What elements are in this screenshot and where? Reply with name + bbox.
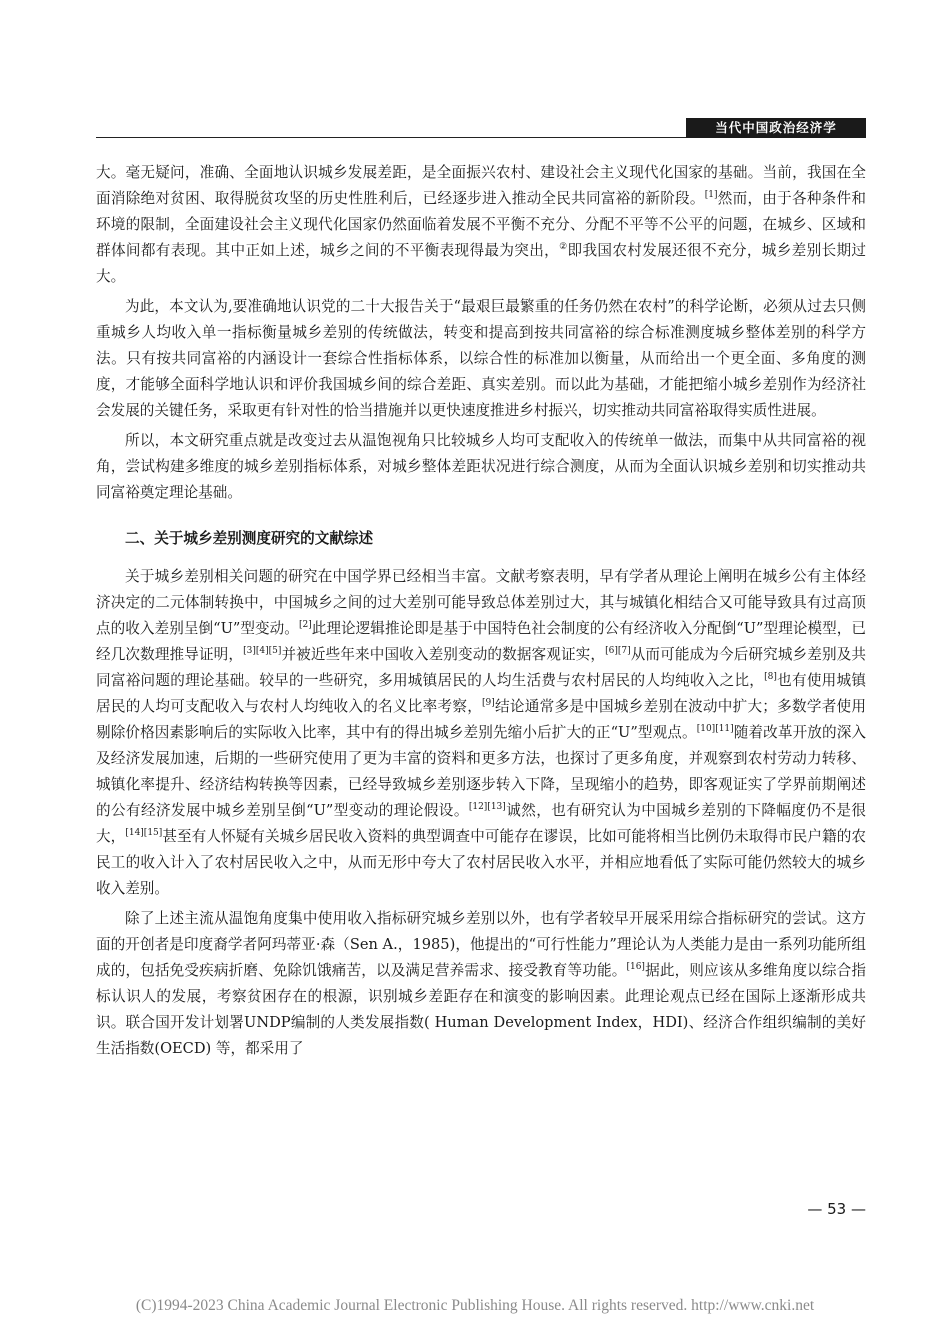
paragraph-text: 为此，本文认为,要准确地认识党的二十大报告关于“最艰巨最繁重的任务仍然在农村”的科学论断，必须从过去只侧重城乡人均收入单一指标衡量城乡差别的传统做法，转变和提高到按共同富裕的综合标准测度城乡整体差别的科学方法。只有按共同富裕的内涵设计一套综合性指标体系，以综合性的标准加以衡量，从而给出一个更全面、多角度的测度，才能够全面科学地认识和评价我国城乡间的综合差距、真实差别。而以此为基础，才能把缩小城乡差别作为经济社会发展的关键任务，采取更有针对性的恰当措施并以更快速度推进乡村振兴，切实推动共同富裕取得实质性进展。 [96,298,866,419]
paragraph-text: 甚至有人怀疑有关城乡居民收入资料的典型调查中可能存在谬误，比如可能将相当比例仍未取得市民户籍的农民工的收入计入了农村居民收入之中，从而无形中夸大了农村居民收入水平，并相应地看低了实际可能仍然较大的城乡收入差别。 [96,828,866,897]
paragraph [96,564,866,902]
citation-marker: [14][15] [125,828,163,839]
paragraph-text: 除了上述主流从温饱角度集中使用收入指标研究城乡差别以外，也有学者较早开展采用综合指标研究的尝试。这方面的开创者是印度裔学者阿玛蒂亚·森（Sen A.，1985)，他提出的“可行性能力”理论认为人类能力是由一系列功能所组成的，包括免受疾病折磨、免除饥饿痛苦，以及满足营养需求、接受教育等功能。 [96,910,866,979]
paragraph-text: 结论通常多是中国城乡差别在波动中扩大；多数学者使用剔除价格因素影响后的实际收入比率，其中有的得出城乡差别先缩小后扩大的正“U”型观点。 [96,698,866,741]
paragraph-text: 此理论逻辑推论即是基于中国特色社会制度的公有经济收入分配倒“U”型理论模型，已经几次数理推导证明， [96,620,866,663]
paragraph-text: 大。毫无疑问，准确、全面地认识城乡发展差距，是全面振兴农村、建设社会主义现代化国家的基础。当前，我国在全面消除绝对贫困、取得脱贫攻坚的历史性胜利后，已经逐步进入推动全民共同富裕的新阶段。 [96,164,866,207]
copyright-notice: (C)1994-2023 China Academic Journal Electronic Publishing House. All rights reserved. http://www.cnki.net [135,1297,815,1314]
paragraph [96,428,866,506]
section-heading: 二、关于城乡差别测度研究的文献综述 [125,530,374,547]
citation-marker: [12][13] [468,802,506,813]
paragraph-text: 随着改革开放的深入及经济发展加速，后期的一些研究使用了更为丰富的资料和更多方法，也探讨了更多角度，并观察到农村劳动力转移、城镇化率提升、经济结构转换等因素，已经导致城乡差别逐步转入下降，呈现缩小的趋势，即客观证实了学界前期阐述的公有经济发展中城乡差别呈倒“U”型变动的理论假设。 [96,724,866,819]
paragraph [96,294,866,424]
paragraph-text: 据此，则应该从多维角度以综合指标认识人的发展，考察贫困存在的根源，识别城乡差距存在和演变的影响因素。此理论观点已经在国际上逐渐形成共识。联合国开发计划署UNDP编制的人类发展指数( Human Development Index，HDI)、经济合作组织编制的美好生活指数(OECD) 等，都采用了 [96,962,866,1057]
journal-title: 当代中国政治经济学 [686,118,866,138]
citation-marker: [9] [482,698,495,709]
paragraph-text: 并被近些年来中国收入差别变动的数据客观证实， [281,646,606,663]
citation-marker: ② [559,242,568,253]
paragraph-text: 也有使用城镇居民的人均可支配收入与农村人均纯收入的名义比率考察， [96,672,866,715]
citation-marker: [6][7] [605,646,631,657]
paragraph-text: 诚然，也有研究认为中国城乡差别的下降幅度仍不是很大， [96,802,866,845]
citation-marker: [1] [704,190,718,201]
citation-marker: [8] [764,672,777,683]
citation-marker: [2] [298,620,312,631]
citation-marker: [10][11] [696,724,734,735]
page-number: — 53 — [807,1200,866,1218]
paragraph-text: 所以，本文研究重点就是改变过去从温饱视角只比较城乡人均可支配收入的传统单一做法，而集中从共同富裕的视角，尝试构建多维度的城乡差别指标体系，对城乡整体差距状况进行综合测度，从而为全面认识城乡差别和切实推动共同富裕奠定理论基础。 [96,432,866,501]
paragraph-text: 关于城乡差别相关问题的研究在中国学界已经相当丰富。文献考察表明，早有学者从理论上阐明在城乡公有主体经济决定的二元体制转换中，中国城乡之间的过大差别可能导致总体差别过大，其与城镇化相结合又可能导致具有过高顶点的收入差别呈倒“U”型变动。 [96,568,866,637]
paragraph-text: 从而可能成为今后研究城乡差别及共同富裕问题的理论基础。较早的一些研究，多用城镇居民的人均生活费与农村居民的人均纯收入之比， [96,646,866,689]
paragraph [96,160,866,290]
paragraph-text: 即我国农村发展还很不充分，城乡差别长期过大。 [96,242,866,285]
paragraph-text: 然而，由于各种条件和环境的限制，全面建设社会主义现代化国家仍然面临着发展不平衡不充分、分配不平等不公平的问题，在城乡、区域和群体间都有表现。其中正如上述，城乡之间的不平衡表现得最为突出， [96,190,866,259]
article-body [96,160,866,1066]
citation-marker: [16] [626,962,645,973]
paragraph [96,906,866,1062]
citation-marker: [3][4][5] [243,646,282,657]
